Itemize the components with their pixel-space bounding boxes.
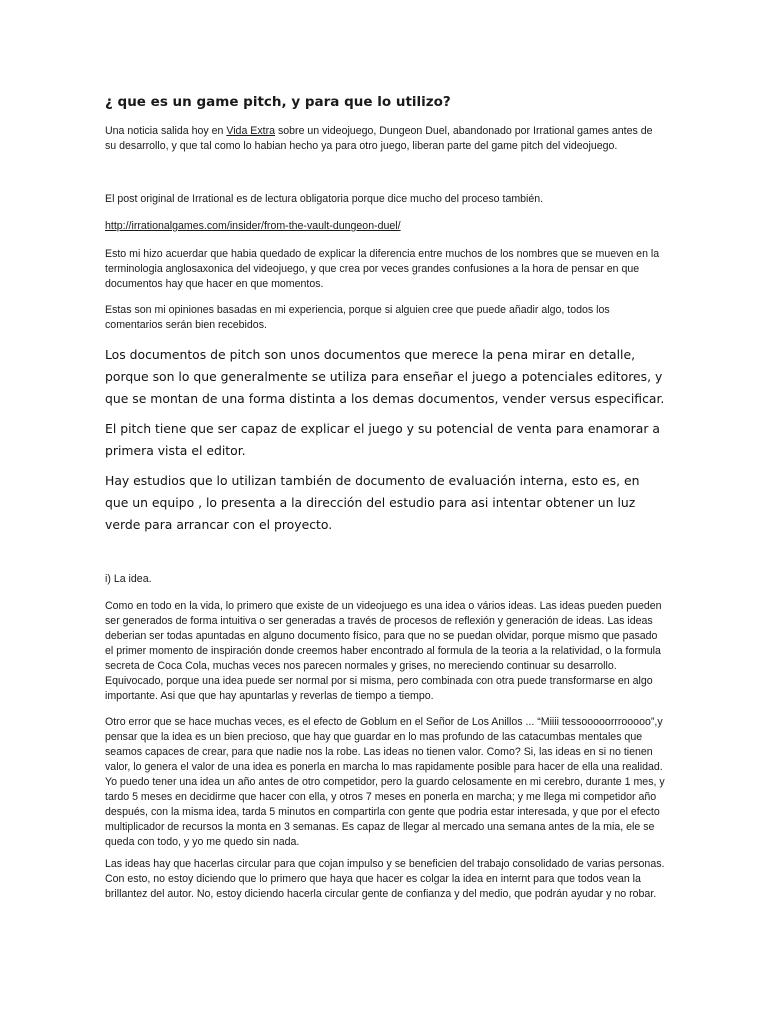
original-post-paragraph: El post original de Irrational es de lectura obligatoria porque dice mucho del proceso también. [105,193,544,205]
internal-evaluation-heading: Hay estudios que lo utilizan también de documento de evaluación interna, esto es, en que un equipo , lo presenta a la dirección del estudio para asi intentar obtener un luz verde para arrancar con el proyecto. [105,473,640,532]
irrational-games-link[interactable]: http://irrationalgames.com/insider/from-the-vault-dungeon-duel/ [105,220,401,232]
goblum-paragraph: Otro error que se hace muchas veces, es el efecto de Goblum en el Señor de Los Anillos ... “Miiii tessooooorrrooooo”,y pensar que la idea es un bien precioso, que hay que guardar en lo mas profundo de las catacumbas mentales que seamos capaces de crear, para que nadie nos la robe. Las ideas no tienen valor. Como? Si, las ideas en si no tienen valor, lo genera el valor de una idea es ponerla en marcha lo mas rapidamente posible para hacer de ella una realidad. Yo puedo tener una idea un año antes de otro competidor, pero la guardo celosamente en mi cerebro, durante 1 mes, y tardo 5 meses en decidirme que hacer con ella, y otros 7 meses en ponerla en marcha; y me llega mi competidor año después, con la misma idea, tarda 5 minutos en compartirla con gente que podria estar interesada, y que por el efecto multiplicador de recursos la monta en 3 semanas. Es capaz de llegar al mercado una semana antes de la mia, ele se queda con todo, y yo me quedo sin nada. [105,716,665,848]
vida-extra-link[interactable]: Vida Extra [226,125,276,137]
opinions-paragraph: Estas son mi opiniones basadas en mi experiencia, porque si alguien cree que puede añadir algo, todos los comentarios serán bien recebidos. [105,304,610,331]
intro-text-before: Una noticia salida hoy en [105,125,227,137]
source-url-link-paragraph [105,219,665,234]
page-title: ¿ que es un game pitch, y para que lo utilizo? [105,94,451,110]
pitch-documents-heading: Los documentos de pitch son unos documentos que merece la pena mirar en detalle, porque son lo que generalmente se utiliza para enseñar el juego a potenciales editores, y que se montan de una forma distinta a los demas documentos, vender versus especificar. [105,347,665,406]
terminology-paragraph: Esto mi hizo acuerdar que habia quedado de explicar la diferencia entre muchos de los nombres que se mueven en la terminologia anglosaxonica del videojuego, y que crea por veces grandes confusiones a la hora de pensar en que documentos hay que hacer en que momentos. [105,248,660,290]
idea-paragraph: Como en todo en la vida, lo primero que existe de un videojuego es una idea o vários ideas. Las ideas pueden pueden ser generados de forma intuitiva o ser generadas a través de procesos de reflexión y generación de ideas. Las ideas deberian ser todas apuntadas en alguno documento físico, para que no se puedan olvidar, porque mismo que pasado el primer momento de inspiración donde creemos haber encontrado al formula de la teoria a la relatividad, o la formula secreta de Coca Cola, muchas veces nos parecen normales y grises, no mereciendo continuar su desarrollo. Equivocado, porque una idea puede ser normal por si misma, pero combinada con otra puede transformarse en algo importante. Asi que que hay apuntarlas y reverlas de tiempo a tiempo. [105,600,662,702]
pitch-purpose-heading: El pitch tiene que ser capaz de explicar el juego y su potencial de venta para enamorar a primera vista el editor. [105,421,660,458]
intro-paragraph [105,124,665,154]
section-label-idea: i) La idea. [105,573,152,585]
intro-text-after: sobre un videojuego, Dungeon Duel, abandonado por Irrational games antes de su desarrollo, y que tal como lo habian hecho ya para otro juego, liberan parte del game pitch del videojuego. [105,125,653,152]
circulate-ideas-paragraph: Las ideas hay que hacerlas circular para que cojan impulso y se beneficien del trabajo consolidado de varias personas. Con esto, no estoy diciendo que lo primero que haya que hacer es colgar la idea en internt para que todos vean la brillantez del autor. No, estoy diciendo hacerla circular gente de confianza y del medio, que podrán ayudar y no robar. [105,858,665,900]
